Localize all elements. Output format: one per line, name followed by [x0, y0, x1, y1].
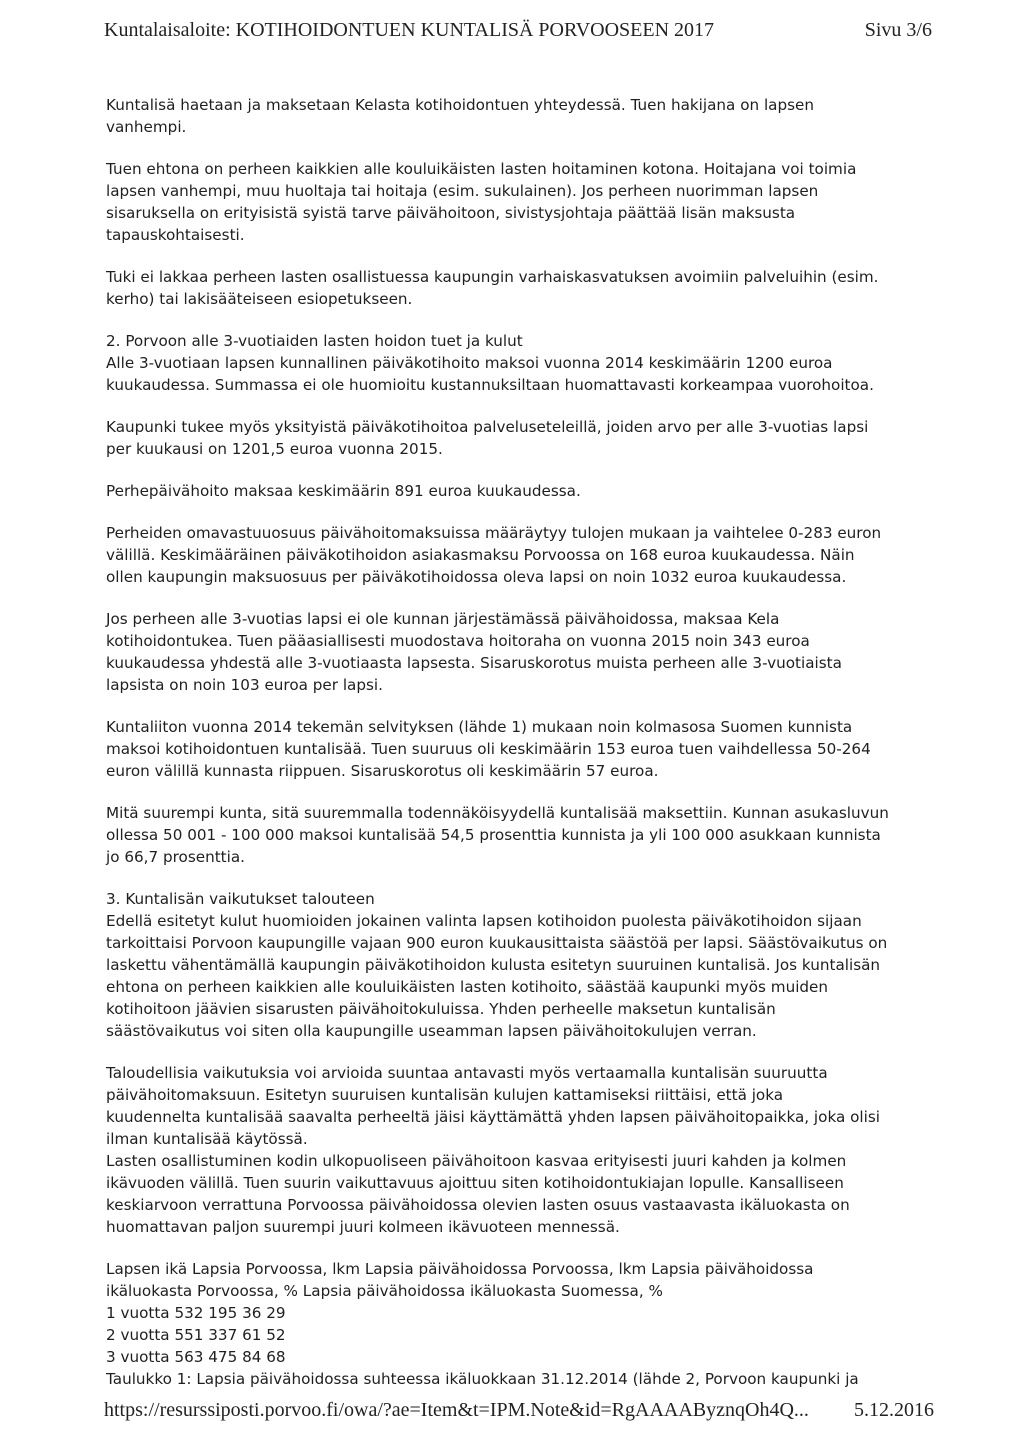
text-line: keskiarvoon verrattuna Porvoossa päivähoidossa olevien lasten osuus vastaavasta ikäluokasta on — [106, 1196, 850, 1214]
text-line: ikävuoden välillä. Tuen suurin vaikuttavuus ajoittuu siten kotihoidontukiajan lopulle. Kansalliseen — [106, 1174, 844, 1192]
text-line: maksoi kotihoidontuen kuntalisää. Tuen suuruus oli keskimäärin 153 euroa tuen vaihdellessa 50-264 — [106, 740, 871, 758]
paragraph — [106, 1062, 936, 1238]
text-line: vanhempi. — [106, 118, 187, 136]
text-line: kuukaudessa. Summassa ei ole huomioitu kustannuksiltaan huomattavasti korkeampaa vuorohoitoa. — [106, 376, 874, 394]
text-line: Lapsen ikä Lapsia Porvoossa, lkm Lapsia päivähoidossa Porvoossa, lkm Lapsia päivähoidossa — [106, 1260, 814, 1278]
document-title: Kuntalaisaloite: KOTIHOIDONTUEN KUNTALISÄ PORVOOSEEN 2017 — [104, 19, 715, 41]
paragraph — [106, 802, 936, 868]
footer-date: 5.12.2016 — [854, 1399, 934, 1421]
text-line: ollessa 50 001 - 100 000 maksoi kuntalisää 54,5 prosenttia kunnista ja yli 100 000 asukkaan kunnista — [106, 826, 881, 844]
text-line: Tuki ei lakkaa perheen lasten osallistuessa kaupungin varhaiskasvatuksen avoimiin palveluihin (esim. — [106, 268, 879, 286]
text-line: välillä. Keskimääräinen päiväkotihoidon asiakasmaksu Porvoossa on 168 euroa kuukaudessa. Näin — [106, 546, 855, 564]
text-line: euron välillä kunnasta riippuen. Sisaruskorotus oli keskimäärin 57 euroa. — [106, 762, 659, 780]
text-line: säästövaikutus voi siten olla kaupungille useamman lapsen päivähoitokulujen verran. — [106, 1022, 757, 1040]
paragraph — [106, 266, 936, 310]
text-line: ollen kaupungin maksuosuus per päiväkotihoidossa oleva lapsi on noin 1032 euroa kuukaudessa. — [106, 568, 847, 586]
paragraph — [106, 716, 936, 782]
text-line: tapauskohtaisesti. — [106, 226, 245, 244]
text-line: 2. Porvoon alle 3-vuotiaiden lasten hoidon tuet ja kulut — [106, 332, 523, 350]
text-line: kotihoitoon jäävien sisarusten päivähoitokuluissa. Yhden perheelle maksetun kuntalisän — [106, 1000, 776, 1018]
text-line: kuudennelta kuntalisää saavalta perheeltä jäisi käyttämättä yhden lapsen päivähoitopaikka, joka olisi — [106, 1108, 880, 1126]
text-line: kotihoidontukea. Tuen pääasiallisesti muodostava hoitoraha on vuonna 2015 noin 343 euroa — [106, 632, 810, 650]
text-line: kuukaudessa yhdestä alle 3-vuotiaasta lapsesta. Sisaruskorotus muista perheen alle 3-vuotiaista — [106, 654, 842, 672]
text-line: Mitä suurempi kunta, sitä suuremmalla todennäköisyydellä kuntalisää maksettiin. Kunnan asukasluvun — [106, 804, 889, 822]
text-line: sisaruksella on erityisistä syistä tarve päivähoitoon, sivistysjohtaja päättää lisän maksusta — [106, 204, 796, 222]
text-line: jo 66,7 prosenttia. — [106, 848, 245, 866]
text-line: ilman kuntalisää käytössä. — [106, 1130, 308, 1148]
page-number: Sivu 3/6 — [864, 19, 932, 41]
text-line: lapsista on noin 103 euroa per lapsi. — [106, 676, 383, 694]
footer-url: https://resurssiposti.porvoo.fi/owa/?ae=Item&t=IPM.Note&id=RgAAAAByznqOh4Q... — [104, 1399, 809, 1421]
text-line: 3 vuotta 563 475 84 68 — [106, 1348, 286, 1366]
paragraph — [106, 1258, 936, 1390]
text-line: Kuntalisä haetaan ja maksetaan Kelasta kotihoidontuen yhteydessä. Tuen hakijana on lapsen — [106, 96, 814, 114]
text-line: Jos perheen alle 3-vuotias lapsi ei ole kunnan järjestämässä päivähoidossa, maksaa Kela — [106, 610, 780, 628]
paragraph — [106, 608, 936, 696]
text-line: Tuen ehtona on perheen kaikkien alle kouluikäisten lasten hoitaminen kotona. Hoitajana voi toimia — [106, 160, 857, 178]
text-line: huomattavan paljon suurempi juuri kolmeen ikävuoteen mennessä. — [106, 1218, 620, 1236]
text-line: Alle 3-vuotiaan lapsen kunnallinen päiväkotihoito maksoi vuonna 2014 keskimäärin 1200 euroa — [106, 354, 833, 372]
text-line: per kuukausi on 1201,5 euroa vuonna 2015. — [106, 440, 443, 458]
paragraph — [106, 94, 936, 138]
text-line: Lasten osallistuminen kodin ulkopuoliseen päivähoitoon kasvaa erityisesti juuri kahden ja kolmen — [106, 1152, 847, 1170]
text-line: kerho) tai lakisääteiseen esiopetukseen. — [106, 290, 413, 308]
paragraph — [106, 480, 936, 502]
text-line: 2 vuotta 551 337 61 52 — [106, 1326, 286, 1344]
text-line: päivähoitomaksuun. Esitetyn suuruisen kuntalisän kulujen kattamiseksi riittäisi, että joka — [106, 1086, 784, 1104]
text-line: tarkoittaisi Porvoon kaupungille vajaan 900 euron kuukausittaista säästöä per lapsi. Säästövaikutus on — [106, 934, 888, 952]
text-line: Perheiden omavastuuosuus päivähoitomaksuissa määräytyy tulojen mukaan ja vaihtelee 0-283 euron — [106, 524, 882, 542]
text-line: ehtona on perheen kaikkien alle kouluikäisten lasten kotihoito, säästää kaupunki myös muiden — [106, 978, 829, 996]
text-line: Perhepäivähoito maksaa keskimäärin 891 euroa kuukaudessa. — [106, 482, 581, 500]
paragraph — [106, 522, 936, 588]
paragraph — [106, 330, 936, 396]
text-line: laskettu vähentämällä kaupungin päiväkotihoidon kulusta esitetyn suuruinen kuntalisä. Jos kuntalisän — [106, 956, 881, 974]
text-line: ikäluokasta Porvoossa, % Lapsia päivähoidossa ikäluokasta Suomessa, % — [106, 1282, 663, 1300]
text-line: Kuntaliiton vuonna 2014 tekemän selvityksen (lähde 1) mukaan noin kolmasosa Suomen kunnista — [106, 718, 853, 736]
text-line: 1 vuotta 532 195 36 29 — [106, 1304, 286, 1322]
document-body — [106, 94, 936, 1410]
text-line: Taloudellisia vaikutuksia voi arvioida suuntaa antavasti myös vertaamalla kuntalisän suuruutta — [106, 1064, 828, 1082]
text-line: Taulukko 1: Lapsia päivähoidossa suhteessa ikäluokkaan 31.12.2014 (lähde 2, Porvoon kaupunki ja — [106, 1370, 859, 1388]
text-line: 3. Kuntalisän vaikutukset talouteen — [106, 890, 375, 908]
paragraph — [106, 888, 936, 1042]
paragraph — [106, 158, 936, 246]
paragraph — [106, 416, 936, 460]
text-line: Kaupunki tukee myös yksityistä päiväkotihoitoa palveluseteleillä, joiden arvo per alle 3-vuotias lapsi — [106, 418, 869, 436]
text-line: Edellä esitetyt kulut huomioiden jokainen valinta lapsen kotihoidon puolesta päiväkotihoidon sijaan — [106, 912, 862, 930]
text-line: lapsen vanhempi, muu huoltaja tai hoitaja (esim. sukulainen). Jos perheen nuorimman lapsen — [106, 182, 819, 200]
